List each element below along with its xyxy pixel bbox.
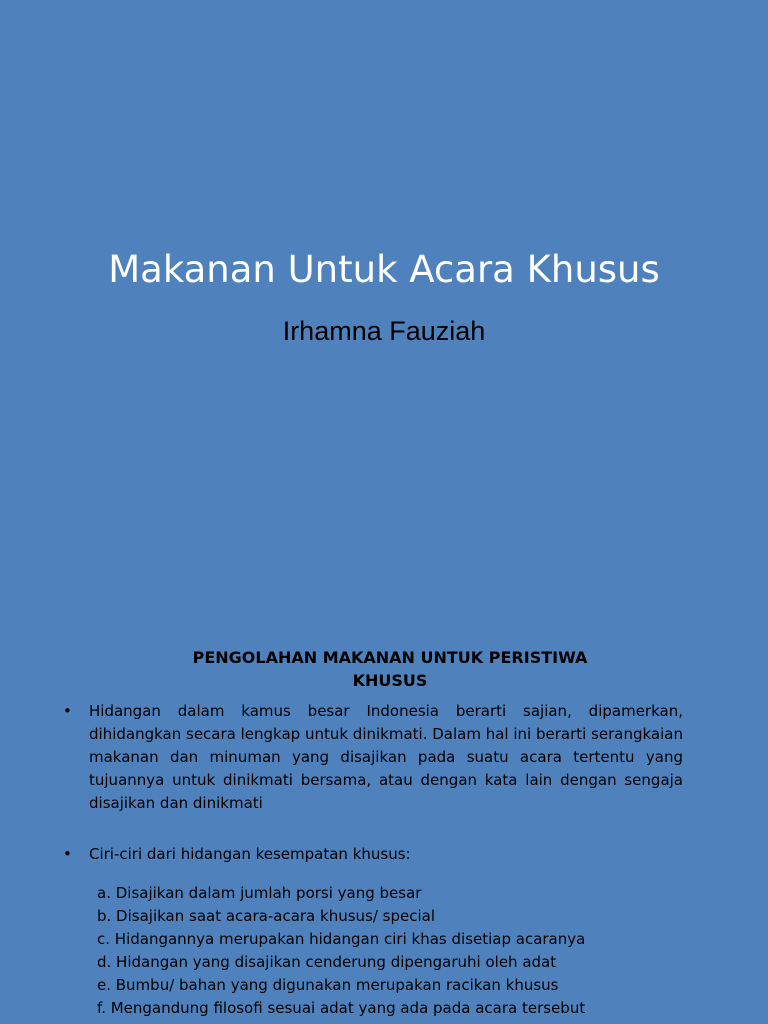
list-item: f. Mengandung filosofi sesuai adat yang ada pada acara tersebut: [97, 999, 586, 1017]
presentation-title: Makanan Untuk Acara Khusus: [108, 248, 660, 291]
section-heading: PENGOLAHAN MAKANAN UNTUK PERISTIWA KHUSUS: [192, 648, 588, 690]
bullet-definition: [63, 700, 683, 815]
list-item: c. Hidangannya merupakan hidangan ciri khas disetiap acaranya: [97, 930, 586, 948]
characteristics-list: [97, 882, 717, 1020]
content-slide: [0, 620, 768, 1024]
bullet-text: Ciri-ciri dari hidangan kesempatan khusus:: [89, 845, 411, 863]
author-name: Irhamna Fauziah: [282, 316, 486, 346]
list-item: a. Disajikan dalam jumlah porsi yang besar: [97, 884, 422, 902]
list-item: d. Hidangan yang disajikan cenderung dipengaruhi oleh adat: [97, 953, 557, 971]
bullet-text: Hidangan dalam kamus besar Indonesia berarti sajian, dipamerkan, dihidangkan secara lengkap untuk dinikmati. Dalam hal ini berarti serangkaian makanan dan minuman yang disajikan pada suatu acara tertentu yang tujuannya untuk dinikmati bersama, atau dengan kata lain dengan sengaja disajikan dan dinikmati: [89, 702, 683, 812]
list-item: e. Bumbu/ bahan yang digunakan merupakan racikan khusus: [97, 976, 559, 994]
bullet-marker: •: [63, 702, 72, 720]
bullet-characteristics: [63, 843, 683, 866]
list-item: b. Disajikan saat acara-acara khusus/ special: [97, 907, 436, 925]
bullet-marker: •: [63, 845, 72, 863]
